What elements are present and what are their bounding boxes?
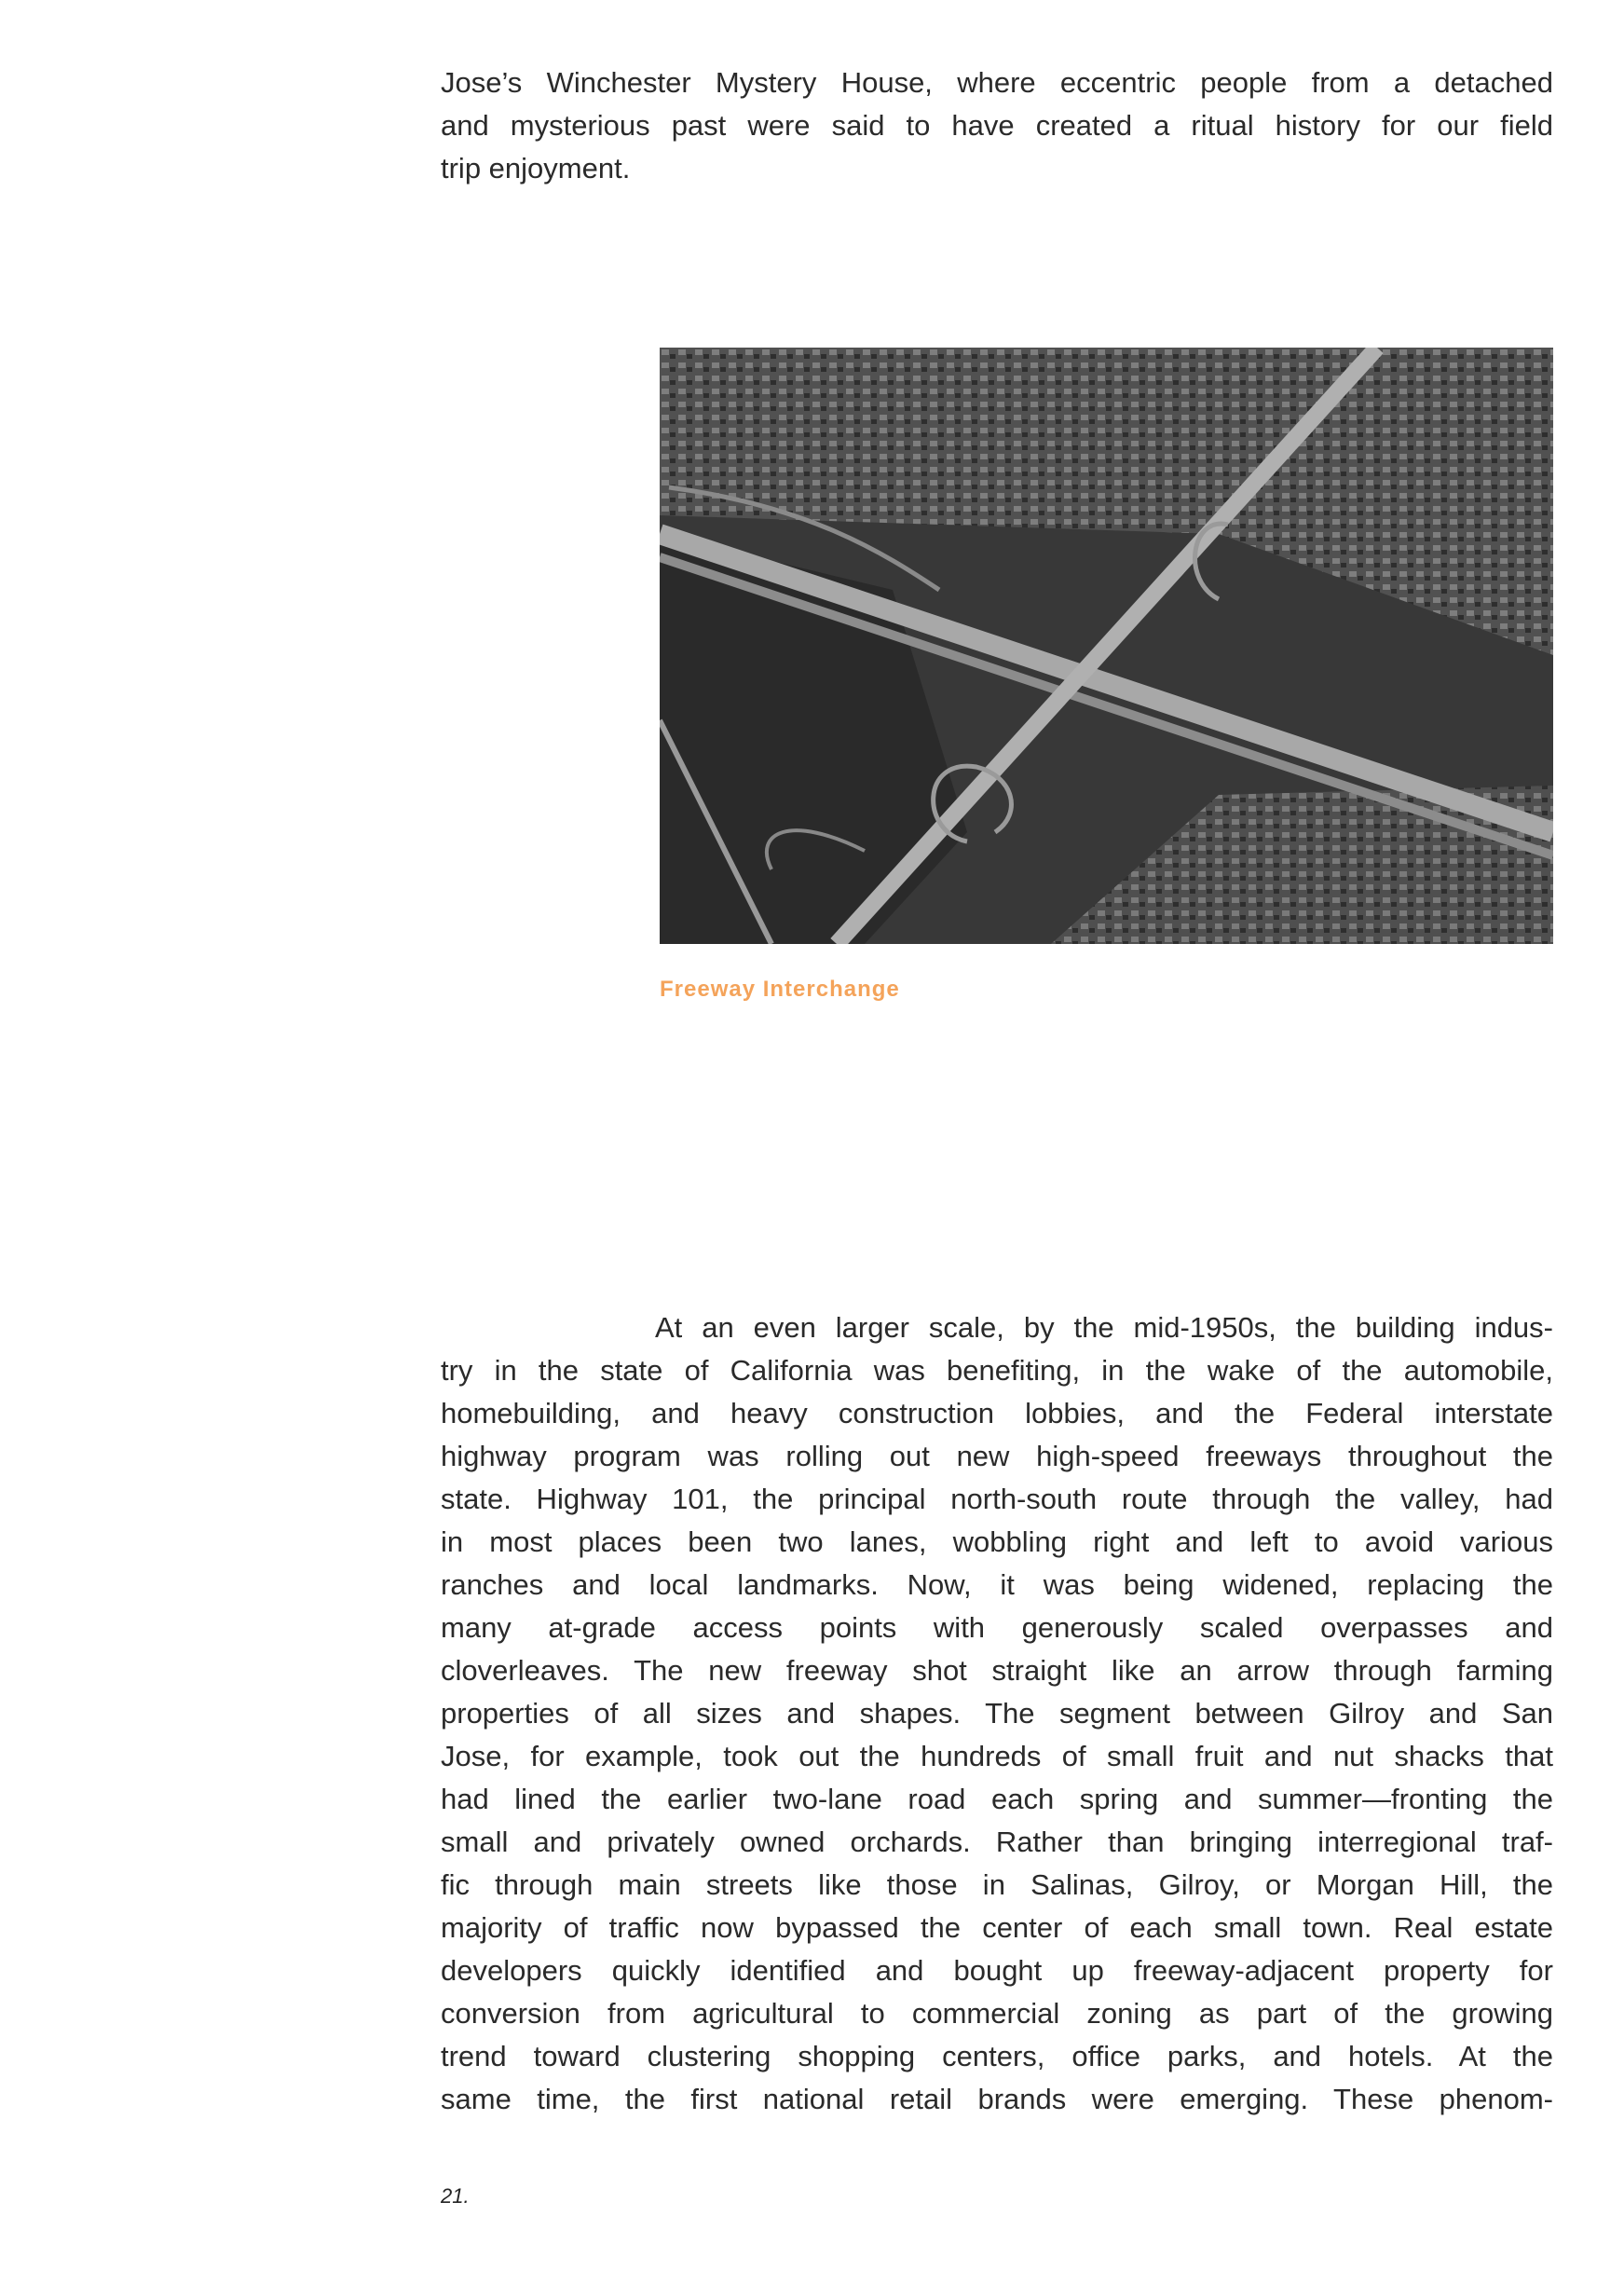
text-line: had lined the earlier two-lane road each spring and summer—fronting the bbox=[441, 1783, 1553, 1815]
text-line: conversion from agricultural to commercial zoning as part of the growing bbox=[441, 1997, 1553, 2030]
text-line: highway program was rolling out new high-speed freeways throughout the bbox=[441, 1440, 1553, 1472]
text-line: trend toward clustering shopping centers, office parks, and hotels. At the bbox=[441, 2040, 1553, 2072]
text-line: small and privately owned orchards. Rather than bringing interregional traf- bbox=[441, 1826, 1553, 1858]
text-line: state. Highway 101, the principal north-south route through the valley, had bbox=[441, 1483, 1553, 1515]
text-line: At an even larger scale, by the mid-1950s, the building indus- bbox=[655, 1311, 1553, 1344]
text-line: ranches and local landmarks. Now, it was being widened, replacing the bbox=[441, 1568, 1553, 1601]
text-line: and mysterious past were said to have created a ritual history for our field bbox=[441, 109, 1553, 142]
freeway-interchange-photo bbox=[660, 348, 1553, 944]
text-line: majority of traffic now bypassed the center of each small town. Real estate bbox=[441, 1911, 1553, 1944]
text-line: properties of all sizes and shapes. The segment between Gilroy and San bbox=[441, 1697, 1553, 1730]
text-line: Jose, for example, took out the hundreds of small fruit and nut shacks that bbox=[441, 1740, 1553, 1772]
text-line: try in the state of California was benefiting, in the wake of the automobile, bbox=[441, 1354, 1553, 1387]
text-line: Jose’s Winchester Mystery House, where eccentric people from a detached bbox=[441, 66, 1553, 99]
text-line: developers quickly identified and bought up freeway-adjacent property for bbox=[441, 1954, 1553, 1987]
page-number: 21. bbox=[441, 2184, 470, 2208]
text-line: same time, the first national retail brands were emerging. These phenom- bbox=[441, 2083, 1553, 2115]
paragraph bbox=[441, 1306, 1553, 2121]
text-line: trip enjoyment. bbox=[441, 152, 631, 185]
text-line: many at-grade access points with generously scaled overpasses and bbox=[441, 1611, 1553, 1644]
text-line: fic through main streets like those in Salinas, Gilroy, or Morgan Hill, the bbox=[441, 1868, 1553, 1901]
text-line: cloverleaves. The new freeway shot straight like an arrow through farming bbox=[441, 1654, 1553, 1687]
photo-caption: Freeway Interchange bbox=[660, 977, 900, 1002]
paragraph-continued bbox=[441, 62, 1553, 190]
text-line: homebuilding, and heavy construction lobbies, and the Federal interstate bbox=[441, 1397, 1553, 1429]
text-line: in most places been two lanes, wobbling right and left to avoid various bbox=[441, 1525, 1553, 1558]
